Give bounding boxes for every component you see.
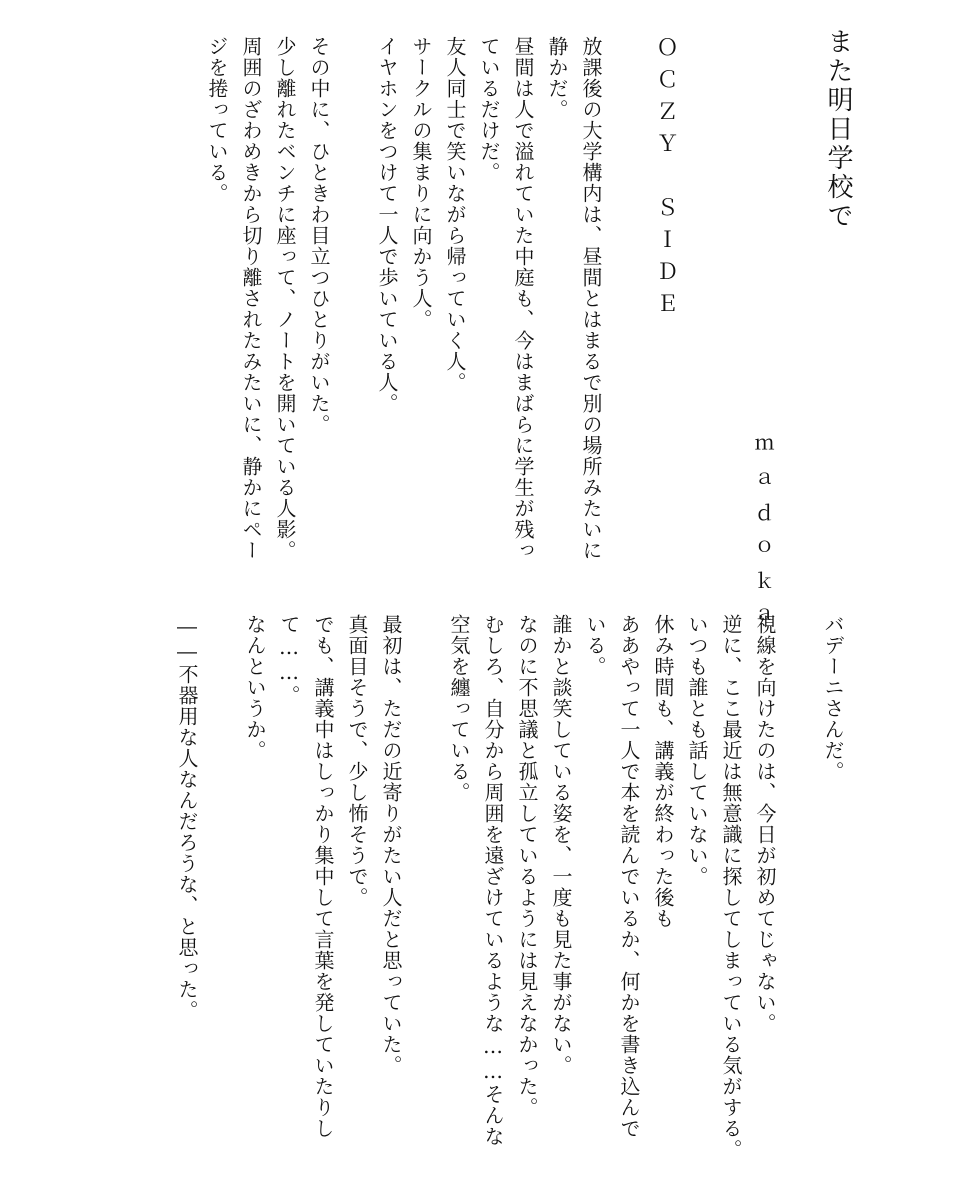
paragraph-line: イヤホンをつけて一人で歩いている人。 xyxy=(375,36,399,414)
paragraph-line: 視線を向けたのは、今日が初めてじゃない。 xyxy=(753,614,777,1034)
paragraph-line: ああやって一人で本を読んでいるか、何かを書き込んで xyxy=(617,614,641,1139)
paragraph-line: 放課後の大学構内は、昼間とはまるで別の場所みたいに xyxy=(579,36,603,561)
paragraph-line: て……。 xyxy=(277,614,301,706)
paragraph-line: 空気を纏っている。 xyxy=(447,614,471,803)
paragraph-line: 休み時間も、講義が終わった後も xyxy=(651,614,675,929)
paragraph-line: 少し離れたベンチに座って、ノートを開いている人影。 xyxy=(273,36,297,561)
paragraph-line: 友人同士で笑いながら帰っていく人。 xyxy=(443,36,467,393)
paragraph-line: 真面目そうで、少し怖そうで。 xyxy=(345,614,369,908)
paragraph-line: 誰かと談笑している姿を、一度も見た事がない。 xyxy=(549,614,573,1076)
paragraph-line: ジを捲っている。 xyxy=(205,36,229,204)
paragraph-line: いつも誰とも話していない。 xyxy=(685,614,709,887)
story-subtitle: ＯＣＺＹ ＳＩＤＥ xyxy=(653,36,678,324)
paragraph-line: なのに不思議と孤立しているようには見えなかった。 xyxy=(515,614,539,1118)
paragraph-line: 静かだ。 xyxy=(545,36,569,120)
paragraph-line: 昼間は人で溢れていた中庭も、今はまばらに学生が残っ xyxy=(511,36,535,561)
paragraph-line: いる。 xyxy=(583,614,607,677)
paragraph-line: 逆に、ここ最近は無意識に探してしまっている気がする。 xyxy=(719,614,743,1160)
paragraph-line: なんというか。 xyxy=(243,614,267,761)
paragraph-line: 周囲のざわめきから切り離されたみたいに、静かにペー xyxy=(239,36,263,561)
paragraph-line: ――不器用な人なんだろうな、と思った。 xyxy=(175,614,199,1021)
paragraph-line: サークルの集まりに向かう人。 xyxy=(409,36,433,330)
story-title: また明日学校で xyxy=(823,28,853,231)
paragraph-line: ているだけだ。 xyxy=(477,36,501,183)
paragraph-line: むしろ、自分から周囲を遠ざけているような……そんな xyxy=(481,614,505,1147)
author-name: ｍａｄｏｋａ xyxy=(751,434,775,638)
paragraph-line: でも、講義中はしっかり集中して言葉を発していたりし xyxy=(311,614,335,1139)
paragraph-line: その中に、ひときわ目立つひとりがいた。 xyxy=(307,36,331,435)
paragraph-line: バデーニさんだ。 xyxy=(821,614,845,782)
paragraph-line: 最初は、ただの近寄りがたい人だと思っていた。 xyxy=(379,614,403,1076)
